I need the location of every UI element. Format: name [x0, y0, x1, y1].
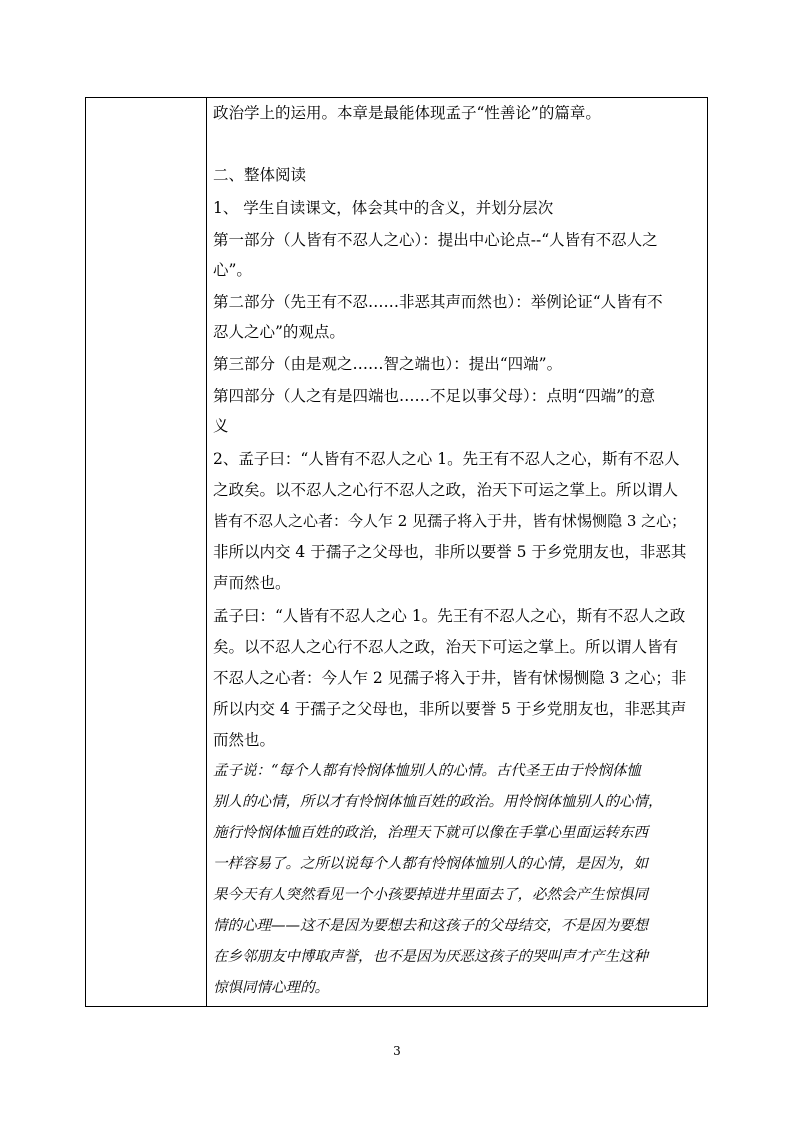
text-line: 非所以内交 4 于孺子之父母也，非所以要誉 5 于乡党朋友也，非恶其 — [213, 543, 687, 561]
text-line: 之政矣。以不忍人之心行不忍人之政，治天下可运之掌上。所以谓人 — [213, 481, 679, 499]
page-number: 3 — [393, 1044, 401, 1058]
text-line: 孟子曰：“人皆有不忍人之心 1。先王有不忍人之心，斯有不忍人之政 — [213, 607, 686, 625]
translation-line: 在乡邻朋友中博取声誉，也不是因为厌恶这孩子的哭叫声才产生这种 — [213, 949, 648, 965]
text-line: 心”。 — [213, 261, 252, 279]
translation-line: 一样容易了。之所以说每个人都有怜悯体恤别人的心情，是因为，如 — [213, 856, 648, 872]
text-line: 所以内交 4 于孺子之父母也，非所以要誉 5 于乡党朋友也，非恶其声 — [213, 700, 687, 718]
text-line: 第一部分（人皆有不忍人之心）：提出中心论点--“人皆有不忍人之 — [213, 231, 658, 249]
text-line: 义 — [213, 417, 229, 435]
translation-line: 别人的心情，所以才有怜悯体恤百姓的政治。用怜悯体恤别人的心情， — [213, 794, 663, 810]
section-heading: 二、整体阅读 — [213, 166, 307, 184]
translation-line: 果今天有人突然看见一个小孩要掉进井里面去了，必然会产生惊惧同 — [213, 887, 648, 903]
text-line: 不忍人之心者：今人乍 2 见孺子将入于井，皆有怵惕恻隐 3 之心；非 — [213, 669, 687, 687]
translation-line: 孟子说：“每个人都有怜悯体恤别人的心情。古代圣王由于怜悯体恤 — [213, 763, 641, 779]
text-line: 矣。以不忍人之心行不忍人之政，治天下可运之掌上。所以谓人皆有 — [213, 638, 679, 656]
column-divider — [206, 98, 207, 1006]
text-line: 2、孟子曰：“人皆有不忍人之心 1。先王有不忍人之心，斯有不忍人 — [213, 450, 680, 468]
translation-line: 施行怜悯体恤百姓的政治，治理天下就可以像在手掌心里面运转东西 — [213, 825, 648, 841]
text-line: 而然也。 — [213, 731, 276, 749]
text-line: 第三部分（由是观之……智之端也）：提出“四端”。 — [213, 355, 563, 373]
translation-line: 情的心理——这不是因为要想去和这孩子的父母结交，不是因为要想 — [213, 918, 648, 934]
translation-line: 惊惧同情心理的。 — [213, 980, 329, 996]
text-line: 政治学上的运用。本章是最能体现孟子“性善论”的篇章。 — [213, 104, 601, 122]
text-line: 1、 学生自读课文，体会其中的含义，并划分层次 — [213, 199, 554, 217]
content-table — [85, 97, 708, 1007]
text-line: 忍人之心”的观点。 — [213, 323, 345, 341]
text-line: 声而然也。 — [213, 574, 291, 592]
text-line: 皆有不忍人之心者：今人乍 2 见孺子将入于井，皆有怵惕恻隐 3 之心； — [213, 512, 687, 530]
text-line: 第四部分（人之有是四端也……不足以事父母）：点明“四端”的意 — [213, 387, 656, 405]
text-line: 第二部分（先王有不忍……非恶其声而然也）：举例论证“人皆有不 — [213, 293, 663, 311]
text-column — [213, 98, 701, 1006]
